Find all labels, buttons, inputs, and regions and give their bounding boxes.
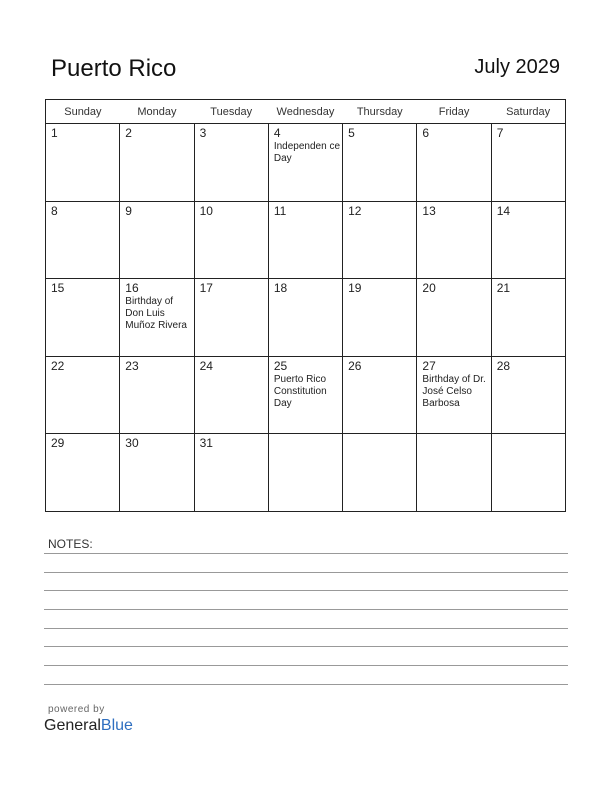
day-number: 20 <box>422 281 436 296</box>
day-number: 3 <box>199 126 207 140</box>
day-cell <box>343 201 417 279</box>
note-line <box>44 628 568 629</box>
day-cell <box>46 279 120 357</box>
day-number: 24 <box>199 358 213 373</box>
day-number: 17 <box>199 281 213 296</box>
day-cell <box>194 434 268 512</box>
day-number: 1 <box>51 126 58 140</box>
day-number: 14 <box>496 203 511 218</box>
weekday-header-row <box>46 100 566 124</box>
note-line <box>44 590 568 591</box>
powered-by-text: powered by <box>48 704 105 715</box>
note-line <box>44 665 568 666</box>
day-cell <box>120 434 194 512</box>
day-number: 27 <box>422 358 436 373</box>
weekday-saturday: Saturday <box>491 100 565 124</box>
day-number: 19 <box>348 281 362 296</box>
day-number: 13 <box>422 203 436 218</box>
empty-day-cell <box>343 434 417 512</box>
week-row <box>46 124 566 202</box>
day-number: 10 <box>199 203 213 218</box>
weekday-monday: Monday <box>120 100 194 124</box>
day-cell <box>120 356 194 434</box>
day-number: 12 <box>348 203 362 218</box>
day-number: 7 <box>496 126 504 140</box>
note-line <box>44 572 568 573</box>
holiday-label: Birthday of Dr. José Celso Barbosa <box>422 373 486 409</box>
day-cell <box>46 356 120 434</box>
day-cell <box>417 201 491 279</box>
empty-day-cell <box>268 434 342 512</box>
logo-blue: Blue <box>100 717 133 734</box>
weekday-thursday: Thursday <box>343 100 417 124</box>
day-cell <box>194 279 268 357</box>
note-line <box>44 646 568 647</box>
day-cell <box>491 356 565 434</box>
day-cell <box>268 356 342 434</box>
note-line <box>44 553 568 554</box>
day-cell <box>343 356 417 434</box>
day-cell <box>268 279 342 357</box>
empty-day-cell <box>417 434 491 512</box>
day-cell <box>343 279 417 357</box>
calendar-month-year: July 2029 <box>474 56 560 78</box>
holiday-label: Independen ce Day <box>273 141 341 164</box>
day-cell <box>194 201 268 279</box>
holiday-label: Birthday of Don Luis Muñoz Rivera <box>125 296 187 332</box>
day-cell <box>120 124 194 202</box>
day-cell <box>46 124 120 202</box>
day-cell <box>268 201 342 279</box>
day-number: 2 <box>125 126 132 140</box>
day-cell <box>194 124 268 202</box>
day-cell <box>491 124 565 202</box>
weekday-sunday: Sunday <box>46 100 120 124</box>
day-number: 28 <box>496 358 511 373</box>
day-cell <box>417 356 491 434</box>
note-line <box>44 684 568 685</box>
day-number: 30 <box>125 436 139 451</box>
day-cell <box>268 124 342 202</box>
calendar-grid <box>45 99 566 512</box>
day-number: 6 <box>422 126 430 140</box>
weekday-tuesday: Tuesday <box>194 100 268 124</box>
empty-day-cell <box>491 434 565 512</box>
weekday-friday: Friday <box>417 100 491 124</box>
day-cell <box>491 279 565 357</box>
notes-label: NOTES: <box>48 537 93 551</box>
day-number: 18 <box>273 281 288 296</box>
day-number: 15 <box>51 281 65 296</box>
day-cell <box>491 201 565 279</box>
day-cell <box>343 124 417 202</box>
generalblue-logo <box>44 717 133 735</box>
note-line <box>44 609 568 610</box>
holiday-label: Puerto Rico Constitution Day <box>273 373 327 409</box>
day-number: 11 <box>273 203 287 218</box>
day-cell <box>417 279 491 357</box>
day-cell <box>120 201 194 279</box>
week-row <box>46 201 566 279</box>
weekday-wednesday: Wednesday <box>268 100 342 124</box>
day-number: 25 <box>273 358 288 373</box>
day-cell <box>46 434 120 512</box>
day-number: 5 <box>348 126 355 140</box>
day-number: 9 <box>125 203 132 218</box>
day-cell <box>120 279 194 357</box>
day-number: 29 <box>51 436 65 451</box>
day-number: 31 <box>199 436 213 451</box>
week-row <box>46 434 566 512</box>
day-cell <box>46 201 120 279</box>
day-number: 22 <box>51 358 65 373</box>
day-cell <box>194 356 268 434</box>
day-cell <box>417 124 491 202</box>
day-number: 8 <box>51 203 58 218</box>
logo-general: General <box>44 717 101 734</box>
day-number: 16 <box>125 281 139 296</box>
day-number: 21 <box>496 281 511 296</box>
day-number: 4 <box>273 126 281 140</box>
week-row <box>46 279 566 357</box>
calendar-country-title: Puerto Rico <box>51 55 177 82</box>
day-number: 26 <box>348 358 362 373</box>
week-row <box>46 356 566 434</box>
day-number: 23 <box>125 358 139 373</box>
